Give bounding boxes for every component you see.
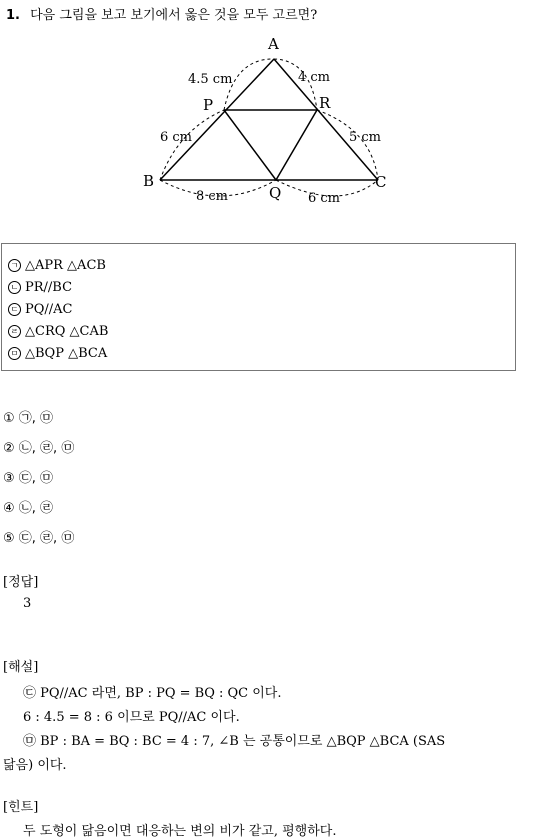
solution-line-3: ㉤ BP : BA = BQ : BC = 4 : 7, ∠B 는 공통이므로 △BQP △BCA (SAS (23, 734, 446, 749)
statement-4: ㄹ △CRQ △CAB (8, 324, 108, 339)
question-number: 1. (6, 8, 20, 23)
solution-heading: [해설] (3, 660, 39, 675)
statement-5-mark: ㅁ (8, 347, 21, 360)
hint-text: 두 도형이 닮음이면 대응하는 변의 비가 같고, 평행하다. (23, 824, 337, 839)
length-bq: 8 cm (196, 189, 229, 204)
label-b: B (143, 172, 155, 190)
hint-heading: [힌트] (3, 800, 39, 815)
label-p: P (203, 96, 214, 114)
label-q: Q (269, 184, 282, 202)
triangle-figure (140, 30, 400, 210)
label-c: C (375, 173, 387, 191)
statement-3-mark: ㄷ (8, 303, 21, 316)
length-qc: 6 cm (308, 191, 341, 206)
length-ap: 4.5 cm (188, 72, 233, 87)
statement-2-mark: ㄴ (8, 281, 21, 294)
question (6, 4, 317, 23)
choice-2[interactable]: ② ㉡, ㉣, ㉤ (3, 441, 75, 456)
statement-2: ㄴ PR//BC (8, 280, 72, 295)
answer-heading: [정답] (3, 575, 39, 590)
solution-line-2: 6 : 4.5 = 8 : 6 이므로 PQ//AC 이다. (23, 710, 240, 725)
label-r: R (319, 94, 331, 112)
question-text: 다음 그림을 보고 보기에서 옳은 것을 모두 고르면? (30, 8, 318, 23)
statement-1-mark: ㄱ (8, 259, 21, 272)
choice-4[interactable]: ④ ㉡, ㉣ (3, 501, 54, 516)
solution-line-4: 닮음) 이다. (3, 758, 67, 773)
statement-3: ㄷ PQ//AC (8, 302, 73, 317)
statements-box (1, 243, 516, 371)
length-rc: 5 cm (349, 130, 382, 145)
choice-1[interactable]: ① ㉠, ㉤ (3, 411, 54, 426)
statement-4-mark: ㄹ (8, 325, 21, 338)
choice-5[interactable]: ⑤ ㉢, ㉣, ㉤ (3, 531, 75, 546)
length-ar: 4 cm (298, 70, 331, 85)
solution-line-1: ㉢ PQ//AC 라면, BP : PQ = BQ : QC 이다. (23, 686, 282, 701)
statement-5: ㅁ △BQP △BCA (8, 346, 107, 361)
choice-3[interactable]: ③ ㉢, ㉤ (3, 471, 54, 486)
label-a: A (268, 35, 279, 53)
answer-value: 3 (23, 596, 32, 611)
length-pb: 6 cm (160, 130, 193, 145)
statement-1: ㄱ △APR △ACB (8, 258, 106, 273)
